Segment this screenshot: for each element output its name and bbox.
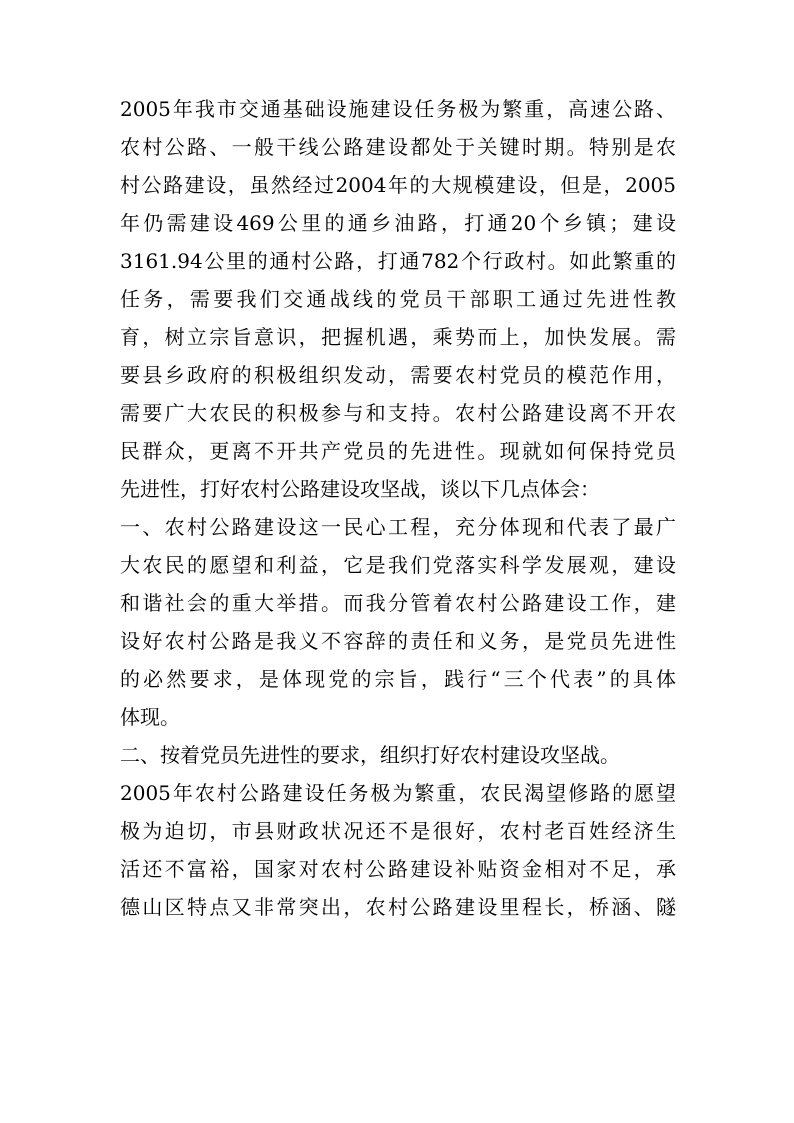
text-line: 需要广大农民的积极参与和支持。农村公路建设离不开农 bbox=[120, 401, 676, 425]
text-line: 年仍需建设469公里的通乡油路，打通20个乡镇；建设 bbox=[120, 211, 676, 235]
text-line: 村公路建设，虽然经过2004年的大规模建设，但是，2005 bbox=[120, 173, 676, 197]
document-body bbox=[120, 90, 676, 926]
text-line: 3161.94公里的通村公路，打通782个行政村。如此繁重的 bbox=[120, 249, 676, 273]
text-line: 的必然要求，是体现党的宗旨，践行“三个代表”的具体 bbox=[120, 667, 676, 691]
text-line: 二、按着党员先进性的要求，组织打好农村建设攻坚战。 bbox=[120, 743, 620, 767]
text-line: 2005年我市交通基础设施建设任务极为繁重，高速公路、 bbox=[120, 97, 676, 121]
text-line: 和谐社会的重大举措。而我分管着农村公路建设工作，建 bbox=[120, 591, 676, 615]
text-line: 极为迫切，市县财政状况还不是很好，农村老百姓经济生 bbox=[120, 819, 676, 843]
text-line: 民群众，更离不开共产党员的先进性。现就如何保持党员 bbox=[120, 439, 676, 463]
text-line: 体现。 bbox=[120, 705, 180, 729]
text-line: 农村公路、一般干线公路建设都处于关键时期。特别是农 bbox=[120, 135, 676, 159]
text-line: 德山区特点又非常突出，农村公路建设里程长，桥涵、隧 bbox=[120, 895, 676, 919]
text-line: 一、农村公路建设这一民心工程，充分体现和代表了最广 bbox=[120, 515, 676, 539]
text-line: 设好农村公路是我义不容辞的责任和义务，是党员先进性 bbox=[120, 629, 676, 653]
text-line: 先进性，打好农村公路建设攻坚战，谈以下几点体会： bbox=[120, 477, 600, 501]
text-line: 育，树立宗旨意识，把握机遇，乘势而上，加快发展。需 bbox=[120, 325, 676, 349]
text-line: 2005年农村公路建设任务极为繁重，农民渴望修路的愿望 bbox=[120, 781, 676, 805]
text-line: 大农民的愿望和利益，它是我们党落实科学发展观，建设 bbox=[120, 553, 676, 577]
text-line: 要县乡政府的积极组织发动，需要农村党员的模范作用， bbox=[120, 363, 676, 387]
text-line: 任务，需要我们交通战线的党员干部职工通过先进性教 bbox=[120, 287, 676, 311]
text-line: 活还不富裕，国家对农村公路建设补贴资金相对不足，承 bbox=[120, 857, 676, 881]
